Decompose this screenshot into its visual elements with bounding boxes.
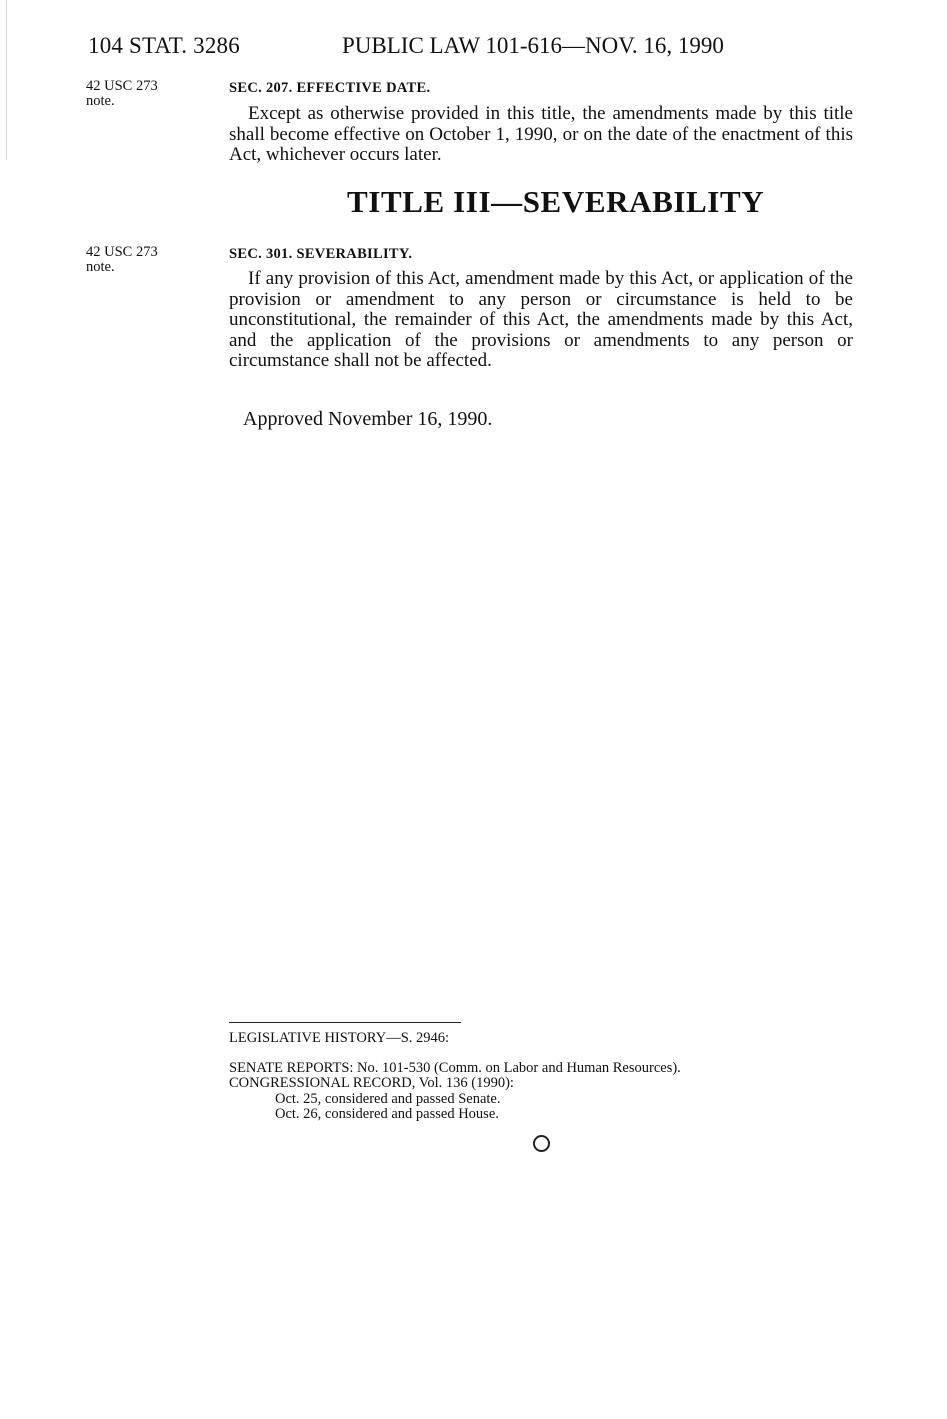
history-entry: Oct. 26, considered and passed House. [275,1106,499,1122]
legislative-history-heading: LEGISLATIVE HISTORY—S. 2946: [229,1030,450,1046]
margin-note-sec-207 [86,79,158,109]
scan-edge-line [6,0,7,160]
section-301-text: If any provision of this Act, amendment made by this Act, or application of the provision or amendment to any person or circumstance is held to be unconstitutional, the remainder of this Act, the amendments made by this Act, and the application of the provisions or amendments to any person or circumstance shall not be affected. [229,268,853,371]
congressional-record: CONGRESSIONAL RECORD, Vol. 136 (1990): [229,1075,514,1091]
senate-reports: SENATE REPORTS: No. 101-530 (Comm. on Labor and Human Resources). [229,1060,681,1076]
margin-note-sec-301 [86,245,158,275]
margin-note-usc: 42 USC 273 [86,78,158,94]
section-207-heading: SEC. 207. EFFECTIVE DATE. [229,80,431,96]
margin-note-note: note. [86,259,115,275]
end-of-law-mark-icon [533,1135,550,1152]
public-law-citation: PUBLIC LAW 101-616—NOV. 16, 1990 [342,33,724,58]
margin-note-usc: 42 USC 273 [86,244,158,260]
stat-page-number: 104 STAT. 3286 [88,33,240,58]
history-divider [229,1022,461,1023]
history-entry: Oct. 25, considered and passed Senate. [275,1091,501,1107]
section-301-heading: SEC. 301. SEVERABILITY. [229,246,413,262]
margin-note-note: note. [86,93,115,109]
section-207-text: Except as otherwise provided in this title, the amendments made by this title shall become effective on October 1, 1990, or on the date of the enactment of this Act, whichever occurs later. [229,103,853,165]
approval-date: Approved November 16, 1990. [243,408,493,430]
title-iii-heading: TITLE III—SEVERABILITY [347,184,765,219]
